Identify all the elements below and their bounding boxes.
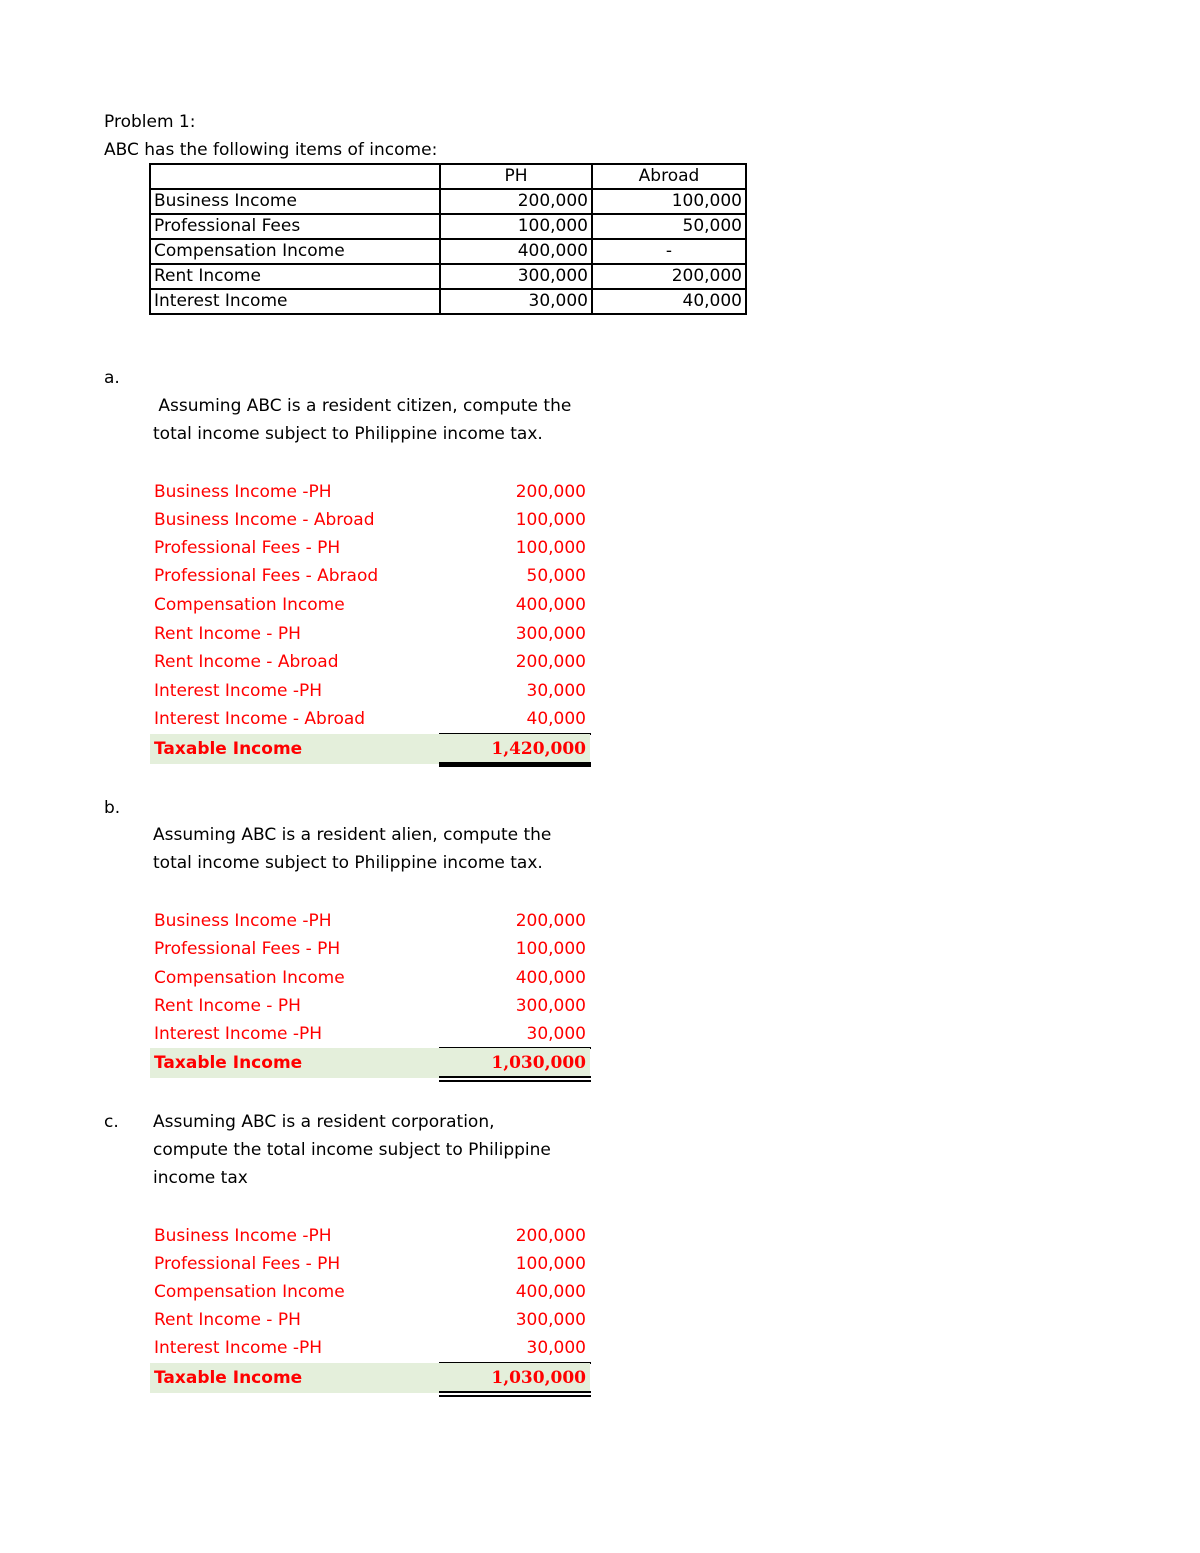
- item-value: 200,000: [515, 652, 586, 672]
- item-label: Professional Fees - Abraod: [154, 566, 379, 586]
- item-label: Interest Income - Abroad: [154, 709, 366, 729]
- table-cell-abroad: -: [592, 239, 746, 264]
- item-label: Interest Income -PH: [154, 1338, 323, 1358]
- table-cell-ph: 200,000: [440, 189, 592, 214]
- table-cell-item: Compensation Income: [150, 239, 440, 264]
- table-cell-item: Professional Fees: [150, 214, 440, 239]
- item-label: Professional Fees - PH: [154, 939, 341, 959]
- table-cell-ph: 30,000: [440, 289, 592, 314]
- table-row: [150, 239, 746, 264]
- list-item: [150, 506, 590, 534]
- list-item: [150, 1222, 590, 1250]
- total-rule: [439, 1076, 591, 1082]
- table-cell-abroad: 200,000: [592, 264, 746, 289]
- list-item: [150, 992, 590, 1020]
- table-cell-ph: 300,000: [440, 264, 592, 289]
- problem-intro: ABC has the following items of income:: [104, 140, 438, 160]
- list-item: [150, 562, 590, 590]
- table-cell-item: Interest Income: [150, 289, 440, 314]
- list-item: [150, 1334, 590, 1362]
- item-label: Business Income - Abroad: [154, 510, 375, 530]
- total-rule: [439, 1391, 591, 1397]
- item-value: 30,000: [526, 681, 586, 701]
- table-cell-abroad: 50,000: [592, 214, 746, 239]
- part-a-question-line: total income subject to Philippine income tax.: [153, 424, 543, 444]
- item-value: 400,000: [515, 1282, 586, 1302]
- table-row: [150, 214, 746, 239]
- item-label: Interest Income -PH: [154, 1024, 323, 1044]
- list-item: [150, 1250, 590, 1278]
- table-cell-item: Business Income: [150, 189, 440, 214]
- part-b-question-line: total income subject to Philippine income tax.: [153, 853, 543, 873]
- item-label: Rent Income - Abroad: [154, 652, 339, 672]
- total-value: 1,030,000: [491, 1368, 586, 1388]
- total-row: [150, 1363, 590, 1393]
- total-label: Taxable Income: [154, 1368, 303, 1388]
- table-cell-ph: 100,000: [440, 214, 592, 239]
- table-row: [150, 189, 746, 214]
- item-label: Compensation Income: [154, 595, 345, 615]
- item-value: 30,000: [526, 1338, 586, 1358]
- item-value: 200,000: [515, 1226, 586, 1246]
- item-value: 300,000: [515, 1310, 586, 1330]
- total-row: [150, 1048, 590, 1078]
- item-value: 100,000: [515, 1254, 586, 1274]
- item-label: Rent Income - PH: [154, 624, 301, 644]
- item-label: Business Income -PH: [154, 1226, 332, 1246]
- list-item: [150, 1020, 590, 1048]
- item-value: 100,000: [515, 538, 586, 558]
- table-cell-item: Rent Income: [150, 264, 440, 289]
- list-item: [150, 534, 590, 562]
- total-row: [150, 734, 590, 764]
- item-label: Professional Fees - PH: [154, 1254, 341, 1274]
- item-value: 300,000: [515, 996, 586, 1016]
- list-item: [150, 591, 590, 619]
- part-b-letter: b.: [104, 798, 121, 818]
- table-header-abroad: Abroad: [592, 164, 746, 189]
- table-cell-abroad: 100,000: [592, 189, 746, 214]
- part-c-question-line: income tax: [153, 1168, 248, 1188]
- list-item: [150, 964, 590, 992]
- item-value: 200,000: [515, 482, 586, 502]
- table-cell-abroad: 40,000: [592, 289, 746, 314]
- item-value: 100,000: [515, 510, 586, 530]
- part-a-question-line: Assuming ABC is a resident citizen, compute the: [153, 396, 572, 416]
- income-table: [149, 163, 747, 315]
- part-c-letter: c.: [104, 1112, 119, 1132]
- list-item: [150, 620, 590, 648]
- item-value: 200,000: [515, 911, 586, 931]
- table-row: [150, 264, 746, 289]
- list-item: [150, 648, 590, 676]
- list-item: [150, 677, 590, 705]
- item-value: 400,000: [515, 595, 586, 615]
- part-b-question-line: Assuming ABC is a resident alien, compute the: [153, 825, 552, 845]
- total-label: Taxable Income: [154, 739, 303, 759]
- table-row: [150, 289, 746, 314]
- problem-heading: Problem 1:: [104, 112, 196, 132]
- table-header-ph: PH: [440, 164, 592, 189]
- total-rule: [439, 762, 591, 767]
- list-item: [150, 935, 590, 963]
- item-label: Rent Income - PH: [154, 1310, 301, 1330]
- list-item: [150, 907, 590, 935]
- item-value: 40,000: [526, 709, 586, 729]
- item-label: Business Income -PH: [154, 911, 332, 931]
- table-header-row: [150, 164, 746, 189]
- item-label: Compensation Income: [154, 1282, 345, 1302]
- total-label: Taxable Income: [154, 1053, 303, 1073]
- item-label: Interest Income -PH: [154, 681, 323, 701]
- item-value: 300,000: [515, 624, 586, 644]
- list-item: [150, 478, 590, 506]
- list-item: [150, 1278, 590, 1306]
- table-cell-ph: 400,000: [440, 239, 592, 264]
- part-c-question-line: compute the total income subject to Philippine: [153, 1140, 551, 1160]
- total-value: 1,030,000: [491, 1053, 586, 1073]
- table-header-item: [150, 164, 440, 189]
- item-value: 400,000: [515, 968, 586, 988]
- part-c-question-line: Assuming ABC is a resident corporation,: [153, 1112, 495, 1132]
- item-label: Professional Fees - PH: [154, 538, 341, 558]
- list-item: [150, 1306, 590, 1334]
- part-a-letter: a.: [104, 368, 120, 388]
- item-label: Business Income -PH: [154, 482, 332, 502]
- item-label: Compensation Income: [154, 968, 345, 988]
- item-value: 30,000: [526, 1024, 586, 1044]
- total-value: 1,420,000: [491, 739, 586, 759]
- item-label: Rent Income - PH: [154, 996, 301, 1016]
- list-item: [150, 705, 590, 733]
- item-value: 50,000: [526, 566, 586, 586]
- item-value: 100,000: [515, 939, 586, 959]
